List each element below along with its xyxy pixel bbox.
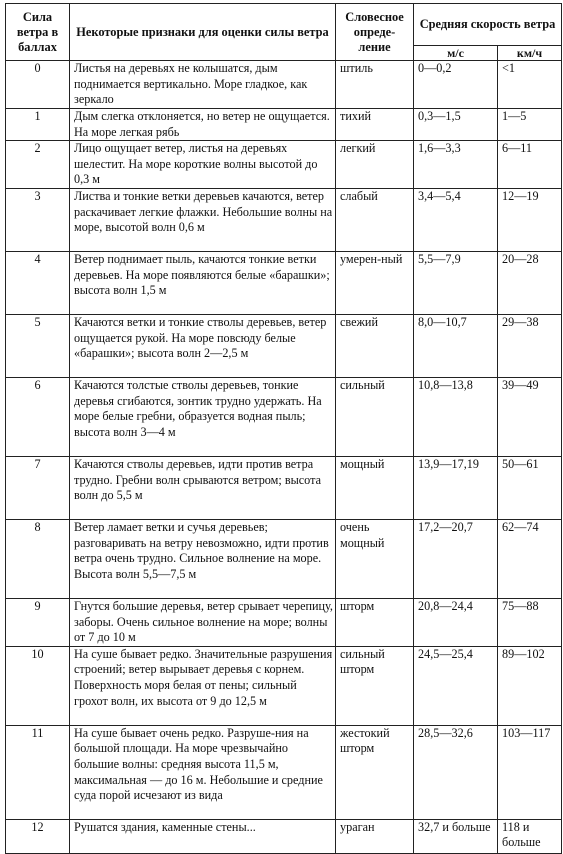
description-cell: очень мощный: [336, 519, 414, 598]
table-row: [6, 61, 562, 109]
description-cell: жестокий шторм: [336, 725, 414, 819]
header-signs: Некоторые признаки для оценки силы ветра: [70, 4, 336, 61]
header-description: Словесное опреде-ление: [336, 4, 414, 61]
speed-kmh-cell: 6—11: [498, 141, 562, 189]
speed-kmh-cell: 29—38: [498, 314, 562, 377]
speed-ms-cell: 17,2—20,7: [414, 519, 498, 598]
speed-ms-cell: 5,5—7,9: [414, 251, 498, 314]
table-row: [6, 377, 562, 456]
force-cell: 5: [6, 314, 70, 377]
description-cell: свежий: [336, 314, 414, 377]
speed-ms-cell: 8,0—10,7: [414, 314, 498, 377]
signs-cell: Лицо ощущает ветер, листья на деревьях шелестит. На море короткие волны высотой до 0,3 м: [70, 141, 336, 189]
force-cell: 2: [6, 141, 70, 189]
speed-ms-cell: 13,9—17,19: [414, 456, 498, 519]
table-row: [6, 188, 562, 251]
header-force: Сила ветра в баллах: [6, 4, 70, 61]
header-speed: Средняя скорость ветра: [414, 4, 562, 46]
speed-ms-cell: 0—0,2: [414, 61, 498, 109]
speed-kmh-cell: 20—28: [498, 251, 562, 314]
header-kmh: км/ч: [498, 46, 562, 61]
speed-kmh-cell: 103—117: [498, 725, 562, 819]
description-cell: мощный: [336, 456, 414, 519]
speed-ms-cell: 28,5—32,6: [414, 725, 498, 819]
force-cell: 12: [6, 819, 70, 853]
speed-ms-cell: 1,6—3,3: [414, 141, 498, 189]
table-header: [6, 4, 562, 61]
signs-cell: На суше бывает очень редко. Разруше-ния на большой площади. На море чрезвычайно большие волны: средняя высота 11,5 м, максимальная — до 16 м. Небольшие и средние суда порой исчезают из вида: [70, 725, 336, 819]
description-cell: шторм: [336, 598, 414, 646]
speed-ms-cell: 0,3—1,5: [414, 109, 498, 141]
speed-kmh-cell: 75—88: [498, 598, 562, 646]
speed-ms-cell: 32,7 и больше: [414, 819, 498, 853]
signs-cell: Ветер поднимает пыль, качаются тонкие ветки деревьев. На море появляются белые «барашки»; высота волн 1,5 м: [70, 251, 336, 314]
force-cell: 1: [6, 109, 70, 141]
speed-kmh-cell: 1—5: [498, 109, 562, 141]
force-cell: 4: [6, 251, 70, 314]
force-cell: 6: [6, 377, 70, 456]
signs-cell: Качаются толстые стволы деревьев, тонкие деревья сгибаются, зонтик трудно удержать. На море белые гребни, образуется водная пыль; высота волн 3—4 м: [70, 377, 336, 456]
table-row: [6, 251, 562, 314]
table-row: [6, 819, 562, 853]
table-body: [6, 61, 562, 854]
speed-ms-cell: 20,8—24,4: [414, 598, 498, 646]
signs-cell: Ветер ламает ветки и сучья деревьев; разговаривать на ветру невозможно, идти против ветра очень трудно. Сильное волнение на море. Высота волн 5,5—7,5 м: [70, 519, 336, 598]
signs-cell: Листва и тонкие ветки деревьев качаются, ветер раскачивает легкие флажки. Небольшие волны на море, высотой волн 0,6 м: [70, 188, 336, 251]
description-cell: сильный: [336, 377, 414, 456]
signs-cell: Качаются стволы деревьев, идти против ветра трудно. Гребни волн срываются ветром; высота волн до 5,5 м: [70, 456, 336, 519]
speed-ms-cell: 24,5—25,4: [414, 646, 498, 725]
signs-cell: Гнутся большие деревья, ветер срывает черепицу, заборы. Очень сильное волнение на море; волны от 7 до 10 м: [70, 598, 336, 646]
signs-cell: Рушатся здания, каменные стены...: [70, 819, 336, 853]
description-cell: сильный шторм: [336, 646, 414, 725]
speed-kmh-cell: 39—49: [498, 377, 562, 456]
description-cell: тихий: [336, 109, 414, 141]
force-cell: 9: [6, 598, 70, 646]
speed-ms-cell: 3,4—5,4: [414, 188, 498, 251]
signs-cell: Листья на деревьях не колышатся, дым поднимается вертикально. Море гладкое, как зеркало: [70, 61, 336, 109]
table-row: [6, 519, 562, 598]
wind-scale-table: [5, 3, 562, 854]
table-row: [6, 456, 562, 519]
speed-kmh-cell: 12—19: [498, 188, 562, 251]
signs-cell: Качаются ветки и тонкие стволы деревьев, ветер ощущается рукой. На море повсюду белые «барашки»; высота волн 2—2,5 м: [70, 314, 336, 377]
speed-ms-cell: 10,8—13,8: [414, 377, 498, 456]
speed-kmh-cell: 62—74: [498, 519, 562, 598]
force-cell: 7: [6, 456, 70, 519]
speed-kmh-cell: 89—102: [498, 646, 562, 725]
description-cell: слабый: [336, 188, 414, 251]
force-cell: 0: [6, 61, 70, 109]
speed-kmh-cell: <1: [498, 61, 562, 109]
table-row: [6, 598, 562, 646]
force-cell: 3: [6, 188, 70, 251]
speed-kmh-cell: 50—61: [498, 456, 562, 519]
description-cell: штиль: [336, 61, 414, 109]
force-cell: 8: [6, 519, 70, 598]
description-cell: ураган: [336, 819, 414, 853]
description-cell: легкий: [336, 141, 414, 189]
table-row: [6, 109, 562, 141]
table-row: [6, 141, 562, 189]
table-row: [6, 725, 562, 819]
force-cell: 10: [6, 646, 70, 725]
table-row: [6, 314, 562, 377]
signs-cell: Дым слегка отклоняется, но ветер не ощущается. На море легкая рябь: [70, 109, 336, 141]
speed-kmh-cell: 118 и больше: [498, 819, 562, 853]
table-row: [6, 646, 562, 725]
description-cell: умерен-ный: [336, 251, 414, 314]
header-ms: м/с: [414, 46, 498, 61]
signs-cell: На суше бывает редко. Значительные разрушения строений; ветер вырывает деревья с корнем. Поверхность моря белая от пены; сильный грохот волн, их высота от 9 до 12,5 м: [70, 646, 336, 725]
force-cell: 11: [6, 725, 70, 819]
